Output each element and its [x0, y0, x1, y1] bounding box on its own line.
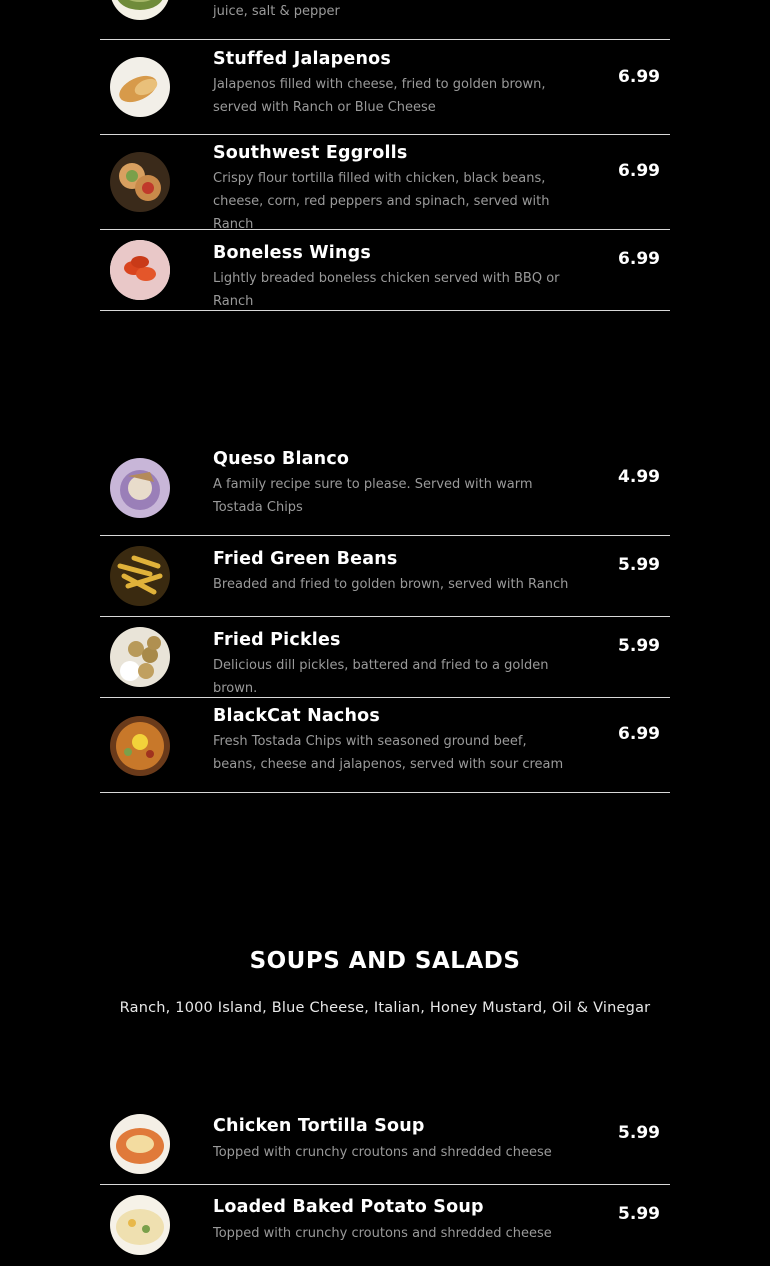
fried-pickles-photo-icon — [110, 627, 170, 687]
menu-item[interactable] — [100, 536, 670, 617]
item-price: 5.99 — [618, 555, 660, 575]
menu-item[interactable] — [100, 230, 670, 311]
potato-soup-photo-icon — [110, 1195, 170, 1255]
menu-item[interactable] — [100, 135, 670, 230]
menu-item[interactable] — [100, 39, 670, 135]
item-name: BlackCat Nachos — [213, 706, 380, 726]
item-description: Jalapenos filled with cheese, fried to golden brown, served with Ranch or Blue Cheese — [213, 77, 546, 115]
item-name: Boneless Wings — [213, 243, 371, 263]
item-description: Topped with crunchy croutons and shredded cheese — [213, 1145, 552, 1160]
item-name: Stuffed Jalapenos — [213, 49, 391, 69]
item-description: Crispy flour tortilla filled with chicken, black beans, cheese, corn, red peppers and spinach, served with Ranch — [213, 171, 550, 232]
dressing-options: Ranch, 1000 Island, Blue Cheese, Italian, Honey Mustard, Oil & Vinegar — [119, 1000, 651, 1016]
item-name: Chicken Tortilla Soup — [213, 1116, 425, 1136]
menu-item[interactable] — [100, 440, 670, 536]
menu-item[interactable] — [100, 698, 670, 793]
fried-green-beans-photo-icon — [110, 546, 170, 606]
salad-photo-icon — [110, 0, 170, 20]
item-description: Delicious dill pickles, battered and fried to a golden brown. — [213, 658, 549, 696]
boneless-wings-photo-icon — [110, 240, 170, 300]
item-name: Fried Pickles — [213, 630, 341, 650]
stuffed-jalapenos-photo-icon — [110, 57, 170, 117]
item-price: 6.99 — [618, 161, 660, 181]
item-description: juice, salt & pepper — [213, 4, 340, 19]
item-description: Fresh Tostada Chips with seasoned ground beef, beans, cheese and jalapenos, served with sour cream — [213, 734, 564, 772]
queso-blanco-photo-icon — [110, 458, 170, 518]
menu-item[interactable] — [100, 617, 670, 698]
menu-item[interactable] — [100, 1104, 670, 1185]
item-price: 6.99 — [618, 67, 660, 87]
item-price: 5.99 — [618, 636, 660, 656]
item-price: 6.99 — [618, 249, 660, 269]
item-description: A family recipe sure to please. Served with warm Tostada Chips — [213, 477, 533, 515]
item-name: Fried Green Beans — [213, 549, 398, 569]
item-name: Southwest Eggrolls — [213, 143, 408, 163]
item-name: Queso Blanco — [213, 449, 350, 469]
tortilla-soup-photo-icon — [110, 1114, 170, 1174]
item-description: Lightly breaded boneless chicken served with BBQ or Ranch — [213, 271, 560, 309]
menu-item[interactable] — [100, 1185, 670, 1266]
item-price: 6.99 — [618, 724, 660, 744]
section-title: SOUPS AND SALADS — [249, 948, 521, 974]
item-description: Breaded and fried to golden brown, served with Ranch — [213, 577, 569, 592]
southwest-eggrolls-photo-icon — [110, 152, 170, 212]
item-price: 4.99 — [618, 467, 660, 487]
menu-item-partial — [100, 0, 670, 40]
nachos-photo-icon — [110, 716, 170, 776]
item-price: 5.99 — [618, 1204, 660, 1224]
item-description: Topped with crunchy croutons and shredded cheese — [213, 1226, 552, 1241]
item-name: Loaded Baked Potato Soup — [213, 1197, 484, 1217]
item-price: 5.99 — [618, 1123, 660, 1143]
